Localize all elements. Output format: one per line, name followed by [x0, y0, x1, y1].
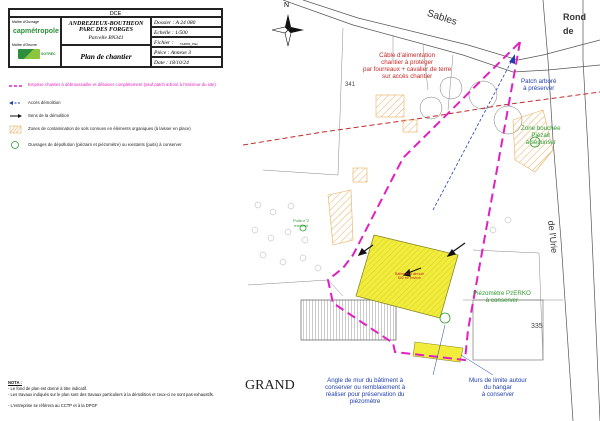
adjacent-hangar: [301, 300, 396, 340]
fichier-label: Fichier :: [154, 40, 174, 46]
piezo-circle-icon: [12, 142, 19, 149]
legend-item-emprise: Emprise chantier à débroussailler et déboiser complètement (sauf patch arboré à l'intérieur du site): [28, 82, 216, 87]
maitre-oeuvre-label: Maître d'Oeuvre: [12, 43, 37, 47]
contamination-zones: [328, 95, 553, 245]
piece-text: Pièce : Annexe 3: [154, 50, 192, 56]
street-de: de: [563, 26, 574, 36]
parcel-335: 335: [531, 323, 543, 330]
dossier-cell: [151, 17, 222, 27]
notes-heading: NOTA :: [8, 380, 22, 385]
angle-mur-label: Angle de mur du bâtiment à conserver ou remblaiement à réaliser pour préservation du piézomètre: [325, 377, 406, 405]
drawing-title-panel: [61, 45, 151, 67]
client-logo: capmétropole: [13, 28, 59, 35]
acces-arrow-icon: [9, 101, 21, 105]
legend-symbols: [8, 82, 24, 152]
project-name-line2: PARC DES FORGES: [79, 27, 133, 33]
echelle-text: Echelle : 1/500: [154, 30, 188, 36]
hatch-zone-icon: [10, 126, 21, 133]
owner-panel: [9, 17, 61, 67]
moe-logo-text: SOTREC: [41, 52, 56, 56]
moe-logo-icon: [18, 49, 40, 59]
north-label: N: [284, 2, 290, 9]
drawing-title: Plan de chantier: [80, 52, 132, 61]
date-text: Date : 18/10/24: [154, 60, 189, 66]
street-rond: Rond: [563, 12, 586, 22]
title-block: [8, 8, 223, 68]
legend-item-acces: Accès démolition: [28, 100, 61, 105]
notes-line-1: - Le fond de plan est donné à titre indicatif.: [8, 386, 88, 391]
date-cell: [151, 57, 222, 67]
legend-item-contamination: Zones de contamination de sols connues en éléments organiques (à laisser en place): [28, 126, 191, 131]
north-arrow: [272, 14, 304, 46]
legend-item-sens: Sens de la démolition: [28, 113, 70, 118]
street-sables: Sables: [425, 8, 459, 28]
building-label: Bâtiment à démolir 800 m² environ: [395, 272, 425, 280]
project-name-line1: ANDREZIEUX-BOUTHEON: [68, 21, 144, 27]
murs-limite-label: Murs de limite autour du hangar à conserver: [469, 377, 527, 398]
neighbor-building: [473, 300, 543, 360]
grand-label: GRAND: [245, 378, 295, 393]
fichier-value: TA4803_Plan: [180, 41, 198, 46]
parcel-reference: Parcelle BN341: [88, 35, 124, 41]
cable-label: Câble d'alimentation chantier à protéger par fourreaux + cavalier de terre sur accès chantier: [363, 52, 452, 80]
patch-label: Patch arboré à préserver: [521, 78, 557, 92]
parcel-341: 341: [345, 82, 356, 88]
dossier-text: Dossier : A 24 080: [154, 20, 196, 26]
notes-line-2: - Les travaux indiqués sur le plan sont des travaux particuliers à la démolition et ceux-ci ne sont pas exhaustifs.: [8, 392, 214, 397]
boundary-wall-hatch: [413, 342, 463, 362]
zone-bouchee-label: Zone bouchée Piézair à sécuriser: [521, 125, 561, 146]
title-block-header: DCE: [9, 9, 222, 17]
piece-cell: [151, 47, 222, 57]
site-map: [243, 0, 600, 421]
piezometre-label: Piézomètre PzERKO à conserver: [473, 290, 531, 304]
legend-item-ouvrages: Ouvrages de dépollution (piézairs et piézomètre) ou existants (puits) à conserver: [28, 142, 182, 147]
echelle-cell: [151, 27, 222, 37]
notes-line-3: - L'entreprise se référera au CCTP et à la DPGF: [8, 403, 98, 408]
project-panel: [61, 17, 151, 45]
puits-label: Puits n°2 existant: [293, 218, 310, 228]
maitre-ouvrage-label: Maître d'Ouvrage: [12, 20, 39, 24]
legend: [8, 82, 238, 152]
street-lurie: de l'Urie: [546, 220, 560, 254]
fichier-cell: [151, 37, 222, 47]
sens-arrow-icon: [10, 114, 22, 118]
